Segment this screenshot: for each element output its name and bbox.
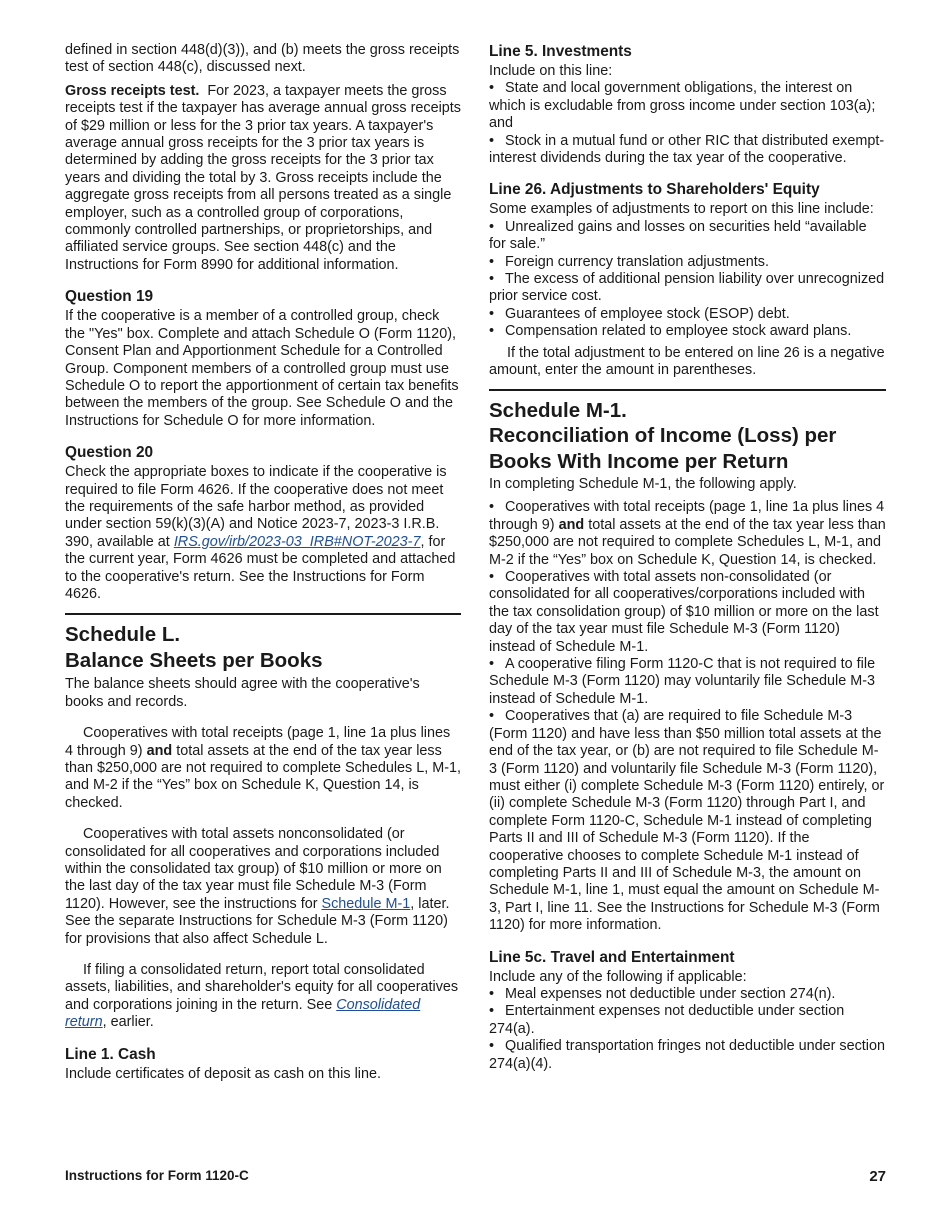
list-item: • Compensation related to employee stock award plans. [489,323,852,340]
schedule-l-paragraph-2 [65,725,461,812]
line-26-intro: Some examples of adjustments to report on this line include: [489,201,874,218]
question-20-text-a: Check the appropriate boxes to indicate if the cooperative is required to file Form 4626. If the cooperative does not meet the requirements of the safe harbor method, as provided under section 59(k)(3)(A) and Notice 2023-7, 2023-3 I.R.B. 390, available at [65,464,447,550]
list-item: • Meal expenses not deductible under section 274(n). [489,985,836,1002]
list-item: • State and local government obligations, the interest on which is excludable from gross income under section 103(a); and [489,80,876,132]
page-number: 27 [869,1168,886,1185]
bullet-icon: • [489,708,495,725]
section-divider [65,613,461,615]
schedule-l-p4-a: If filing a consolidated return, report total consolidated assets, liabilities, and shareholder's equity for all cooperatives and corporations joining in the return. See [65,962,459,1013]
schedule-l-paragraph-1: The balance sheets should agree with the cooperative's books and records. [65,676,420,710]
bullet-icon: • [489,80,495,97]
schedule-m1-title-line2: Reconciliation of Income (Loss) per Books With Income per Return [489,424,837,473]
list-item: • The excess of additional pension liability over unrecognized prior service cost. [489,271,885,305]
section-divider [489,389,886,391]
left-column [65,42,461,1083]
list-item: • Cooperatives with total assets non-consolidated (or consolidated for all cooperatives/corporations included with the tax consolidation group) of $10 million or more on the last day of the tax year must file Schedule M-3 (Form 1120) instead of Schedule M-1. [489,569,879,655]
schedule-m1-title-line1: Schedule M-1. [489,398,627,422]
bullet-icon: • [489,1003,495,1020]
bullet-icon: • [489,1038,495,1055]
schedule-m1-intro: In completing Schedule M-1, the following apply. [489,476,797,492]
schedule-m1-bullet-list [489,499,886,934]
gross-receipts-text: For 2023, a taxpayer meets the gross receipts test if the taxpayer has average annual gross receipts of $29 million or less for the 3 prior tax years. A taxpayer's average annual gross receipts for the 3 prior tax years is determined by adding the gross receipts for the 3 prior tax years and dividing the total by 3. Gross receipts include the aggregate gross receipts from all persons treated as a single employer, such as a controlled group of corporations, commonly controlled partnerships, or proprietorships, and affiliated service groups. See section 448(c) and the Instructions for Form 8990 for additional information. [65,82,461,273]
line-5c-intro: Include any of the following if applicable: [489,968,747,985]
schedule-l-p2-b: total assets at the end of the tax year less than $250,000 are not required to complete Schedules L, M-1, and M-2 if the “Yes” box on Schedule K, Question 14, is checked. [65,742,461,811]
line-26-note: If the total adjustment to be entered on line 26 is a negative amount, enter the amount in parentheses. [489,344,885,379]
bullet-icon: • [489,499,495,516]
bullet-icon: • [489,569,495,586]
question-20-text-b: , for the current year, Form 4626 must be completed and attached to the cooperative's return. See the Instructions for Form 4626. [65,533,456,602]
bullet-icon: • [489,253,495,270]
irb-notice-link[interactable]: IRS.gov/irb/2023-03_IRB#NOT-2023-7 [173,533,421,550]
schedule-l-paragraph-3 [65,826,461,948]
line-5-heading: Line 5. Investments [489,43,632,60]
bullet-icon: • [489,305,495,322]
right-column [489,42,886,1073]
question-20-heading: Question 20 [65,444,154,462]
consolidated-return-link[interactable]: Consolidated return [65,996,421,1031]
intro-paragraph: defined in section 448(d)(3)), and (b) meets the gross receipts test of section 448(c), discussed next. [65,42,460,76]
schedule-l-p2-a: Cooperatives with total receipts (page 1, line 1a plus lines 4 through 9) [65,725,451,759]
schedule-l-title-line2: Balance Sheets per Books [65,648,323,672]
list-item: • Entertainment expenses not deductible under section 274(a). [489,1003,845,1037]
schedule-l-p4-b: , earlier. [102,1014,154,1031]
line-5-bullet-list [489,80,886,167]
list-item: • Qualified transportation fringes not deductible under section 274(a)(4). [489,1038,885,1072]
line-26-heading: Line 26. Adjustments to Shareholders' Equity [489,181,820,199]
list-item: • Guarantees of employee stock (ESOP) debt. [489,305,790,322]
question-19-heading: Question 19 [65,288,154,306]
bullet-icon: • [489,985,495,1002]
schedule-l-title-line1: Schedule L. [65,623,181,647]
list-item: • Stock in a mutual fund or other RIC that distributed exempt-interest dividends during the tax year of the cooperative. [489,132,885,167]
list-item: • Cooperatives that (a) are required to file Schedule M-3 (Form 1120) and have less than $50 million total assets at the end of the tax year, or (b) are not required to file Schedule M-3 (Form 1120) and voluntarily file Schedule M-3 (Form 1120), must either (i) complete Schedule M-3 (Form 1120) entirely, or (ii) complete Schedule M-3 (Form 1120) through Part I, and complete Form 1120-C, Schedule M-1 instead of completing Parts II and III of Schedule M-3 (Form 1120). If the cooperative chooses to complete Schedule M-1 instead of completing Parts II and III of Schedule M-3, the amount on Schedule M-1, line 1, must equal the amount on Schedule M-3, Part I, line 11. See the Instructions for Schedule M-3 (Form 1120) for more information. [489,708,885,934]
list-item: • Cooperatives with total receipts (page 1, line 1a plus lines 4 through 9) and total assets at the end of the tax year less than $250,000 are not required to complete Schedules L, M-1, and M-2 if the “Yes” box on Schedule K, Question 14, is checked. [489,499,886,568]
gross-receipts-paragraph [65,83,461,274]
question-19-text: If the cooperative is a member of a controlled group, check the "Yes" box. Complete and attach Schedule O (Form 1120), Consent Plan and Apportionment Schedule for a Controlled Group. Component members of a controlled group must use Schedule O to report the apportionment of certain tax benefits between the members of the group. See Schedule O and the Instructions for Schedule O for more information. [65,308,459,429]
schedule-l-paragraph-4 [65,962,461,1032]
line-5c-heading: Line 5c. Travel and Entertainment [489,948,735,966]
line-26-bullet-list [489,219,886,341]
footer-title: Instructions for Form 1120-C [65,1168,249,1183]
line-5c-bullet-list [489,986,886,1073]
schedule-l-p3-b: , later. See the separate Instructions for Schedule M-3 (Form 1120) for provisions that also affect Schedule L. [65,895,450,947]
bullet-icon: • [489,218,495,235]
schedule-l-title [65,622,461,673]
list-item: • Unrealized gains and losses on securities held “available for sale.” [489,218,867,253]
list-item: • Foreign currency translation adjustments. [489,253,769,270]
page-footer [65,1168,886,1183]
schedule-m1-title [489,398,886,475]
bullet-icon: • [489,323,495,340]
bullet-icon: • [489,656,495,673]
schedule-l-p2-bold: and [146,742,173,759]
list-item: • A cooperative filing Form 1120-C that is not required to file Schedule M-3 (Form 1120) may voluntarily file Schedule M-3 instead of Schedule M-1. [489,656,876,707]
line-5-intro: Include on this line: [489,63,613,79]
bullet-icon: • [489,132,495,149]
question-20-text [65,464,461,603]
line-1-heading: Line 1. Cash [65,1045,156,1063]
line-1-text: Include certificates of deposit as cash on this line. [65,1065,381,1082]
bullet-icon: • [489,271,495,288]
schedule-l-p3-a: Cooperatives with total assets nonconsolidated (or consolidated for all cooperatives and corporations included within the consolidated tax group) of $10 million or more on the last day of the tax year must file Schedule M-3 (Form 1120). However, see the instructions for [65,826,442,912]
gross-receipts-lead: Gross receipts test. [65,82,200,99]
schedule-m1-link[interactable]: Schedule M-1 [321,895,411,912]
